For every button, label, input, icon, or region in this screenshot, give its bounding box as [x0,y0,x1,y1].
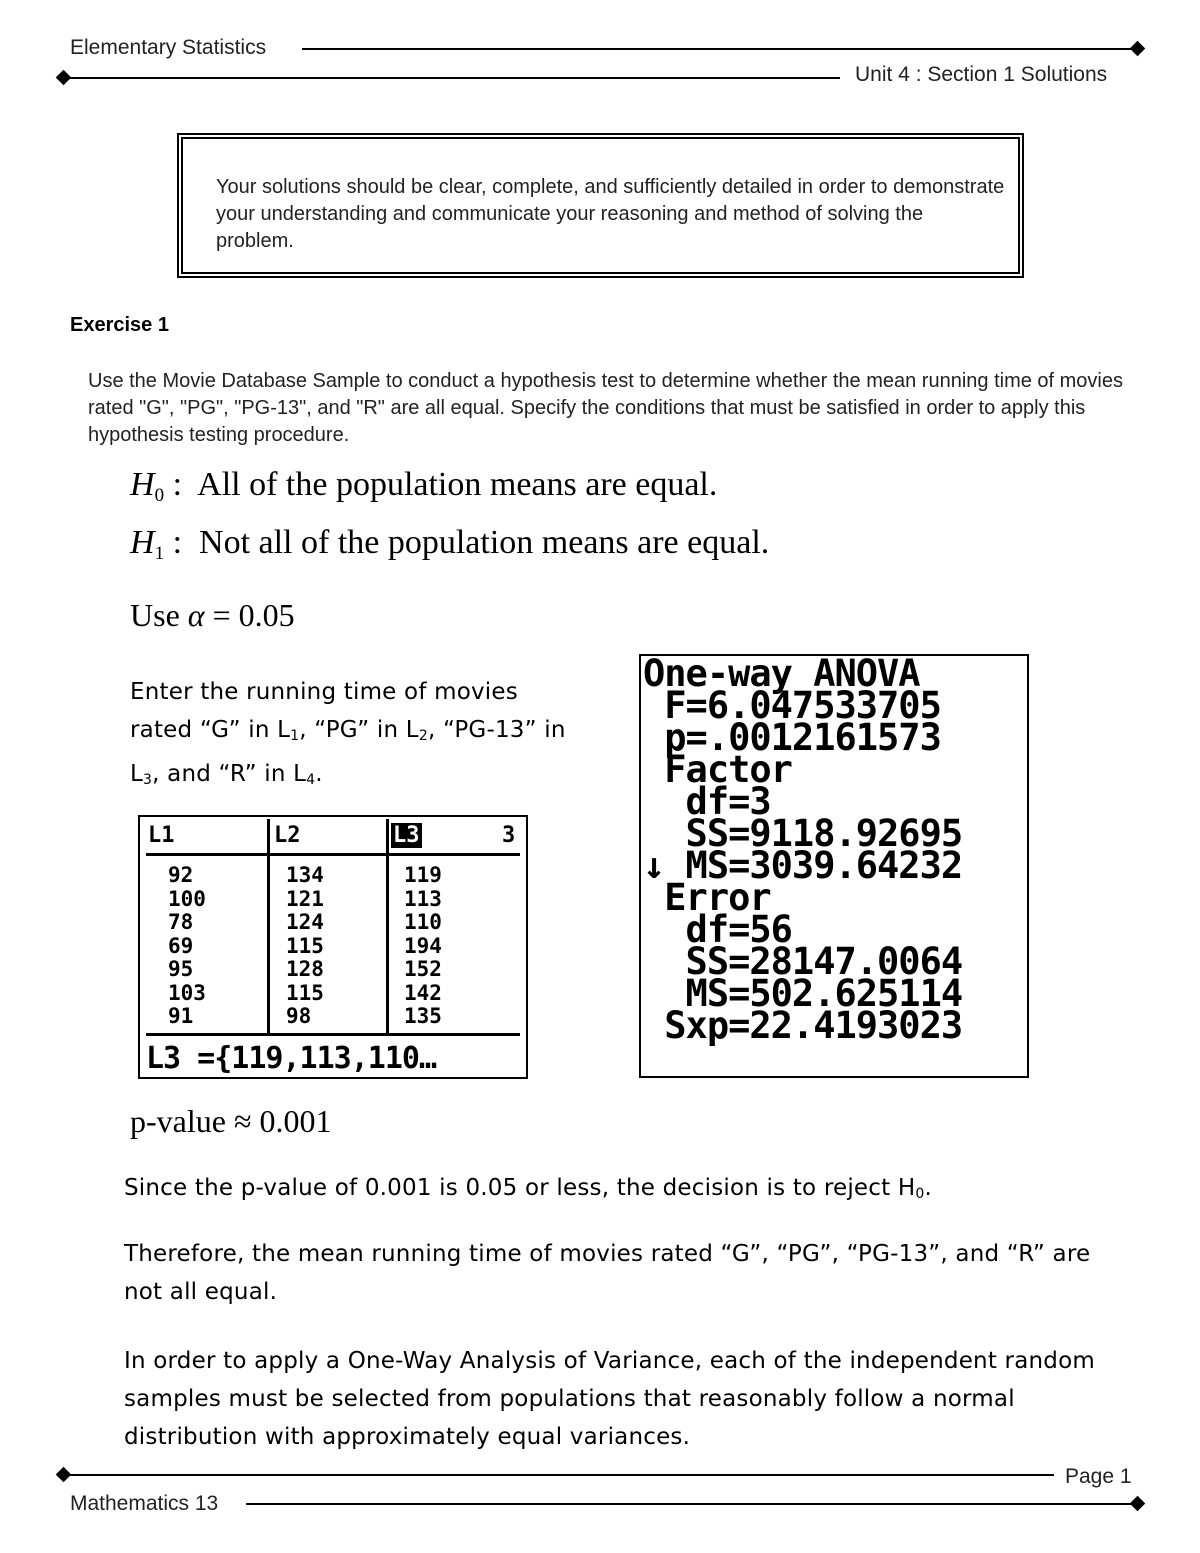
entry-note [130,673,580,799]
list-header-l3: L3 [393,823,420,848]
header-section: Unit 4 : Section 1 Solutions [855,63,1108,86]
list-cell: 98 [286,1004,312,1028]
h1-symbol: H [130,524,155,561]
alpha-prefix: Use [130,597,180,633]
list-header-rule [146,853,520,856]
list-cell: 110 [404,910,442,934]
decision-statement [124,1175,932,1202]
entry-note-part: , “PG” in L [299,717,419,743]
anova-line: df=3 [643,780,771,823]
list-cell: 113 [404,886,442,911]
calculator-anova-screen [639,654,1029,1078]
list-divider [386,819,389,1035]
list-cell: 128 [286,957,324,981]
anova-line: Sxp=22.4193023 [643,1004,963,1047]
anova-line: df=56 [643,908,792,951]
entry-note-sub: 3 [143,772,153,788]
conditions-statement: In order to apply a One-Way Analysis of Variance, each of the independent random samples must be selected from populations that reasonably follow a normal distribution with approximately equal variances. [124,1348,1095,1450]
diamond-icon [1130,1496,1146,1512]
list-cell: 95 [168,957,194,981]
list-cell: 194 [404,933,442,958]
anova-line: F=6.047533705 [643,684,941,727]
entry-note-part: , “PG-13” in L [130,717,566,787]
list-divider [267,819,270,1035]
header-rule-top [302,48,1134,50]
approx-symbol: ≈ [233,1103,252,1139]
list-header-index: 3 [502,823,516,848]
alpha-symbol: α [187,597,205,633]
decision-end: . [924,1175,932,1201]
anova-line: Error [643,876,771,919]
list-cell: 142 [404,980,442,1005]
alpha-value: = 0.05 [212,597,295,633]
list-cell: 69 [168,933,194,958]
anova-line: ↓ MS=3039.64232 [643,844,963,887]
list-cell: 103 [168,980,206,1005]
list-header-l2: L2 [274,823,301,848]
h0-subscript: 0 [154,485,165,506]
header-course: Elementary Statistics [70,36,267,59]
h0-text: All of the population means are equal. [197,466,718,503]
page-number: Page 1 [1065,1465,1132,1488]
list-footer-rule [146,1033,520,1036]
entry-note-sub: 1 [290,728,300,744]
alternative-hypothesis: $H_1$ : Not all of the population means are equal. [130,524,770,564]
anova-line: MS=502.625114 [643,972,963,1015]
entry-note-part: . [315,761,323,787]
h1-subscript: 1 [154,543,165,564]
exercise-title: Exercise 1 [70,314,169,336]
h0-symbol: H [130,466,155,503]
anova-line: One-way ANOVA [643,654,920,695]
exercise-prompt: Use the Movie Database Sample to conduct a hypothesis test to determine whether the mean running time of movies rated "G", "PG", "PG-13", and "R" are all equal. Specify the conditions that must be satisfied in order to apply this hypothesis testing procedure. [88,370,1123,446]
p-value-label: p-value [130,1103,226,1139]
list-cell: 124 [286,910,324,934]
null-hypothesis: $H_0$ : All of the population means are equal. [130,466,718,506]
list-header-l1: L1 [148,823,175,848]
list-cell: 115 [286,933,324,958]
h1-text: Not all of the population means are equal. [199,524,770,561]
anova-line: SS=9118.92695 [643,812,963,855]
calculator-list-screen [138,815,528,1079]
entry-note-part: Enter the running time of movies rated “G” in L [130,679,518,743]
list-cell: 100 [168,886,206,911]
list-cell: 78 [168,910,194,934]
diamond-icon [1130,41,1146,57]
instruction-box [177,133,1024,278]
list-cell: 134 [286,863,324,887]
entry-note-sub: 4 [306,772,316,788]
p-value-number: 0.001 [259,1103,332,1139]
list-cell: 92 [168,863,194,887]
decision-text: Since the p-value of 0.001 is 0.05 or less, the decision is to reject H [124,1175,916,1201]
list-cell: 91 [168,1004,194,1028]
list-cell: 135 [404,1004,442,1028]
instruction-text: Your solutions should be clear, complete, and sufficiently detailed in order to demonstrate your understanding and communicate your reasoning and method of solving the problem. [216,176,1005,252]
decision-subscript: 0 [915,1186,925,1202]
anova-line: p=.0012161573 [643,716,941,759]
significance-level [130,597,295,634]
entry-note-part: , and “R” in L [152,761,307,787]
list-cell: 115 [286,980,324,1005]
therefore-statement: Therefore, the mean running time of movies rated “G”, “PG”, “PG-13”, and “R” are not all equal. [124,1241,1091,1305]
p-value-line [130,1103,332,1140]
header-rule-bottom [64,77,840,79]
list-cell: 152 [404,957,442,981]
anova-line: SS=28147.0064 [643,940,963,983]
entry-note-sub: 2 [418,728,428,744]
footer-rule-bottom [246,1503,1134,1505]
footer-rule-top [64,1474,1054,1476]
list-edit-line: L3 ={119,113,110… [146,1041,437,1076]
anova-line: Factor [643,748,792,791]
footer-course: Mathematics 13 [70,1492,219,1515]
list-cell: 119 [404,863,442,887]
list-cell: 121 [286,886,324,911]
